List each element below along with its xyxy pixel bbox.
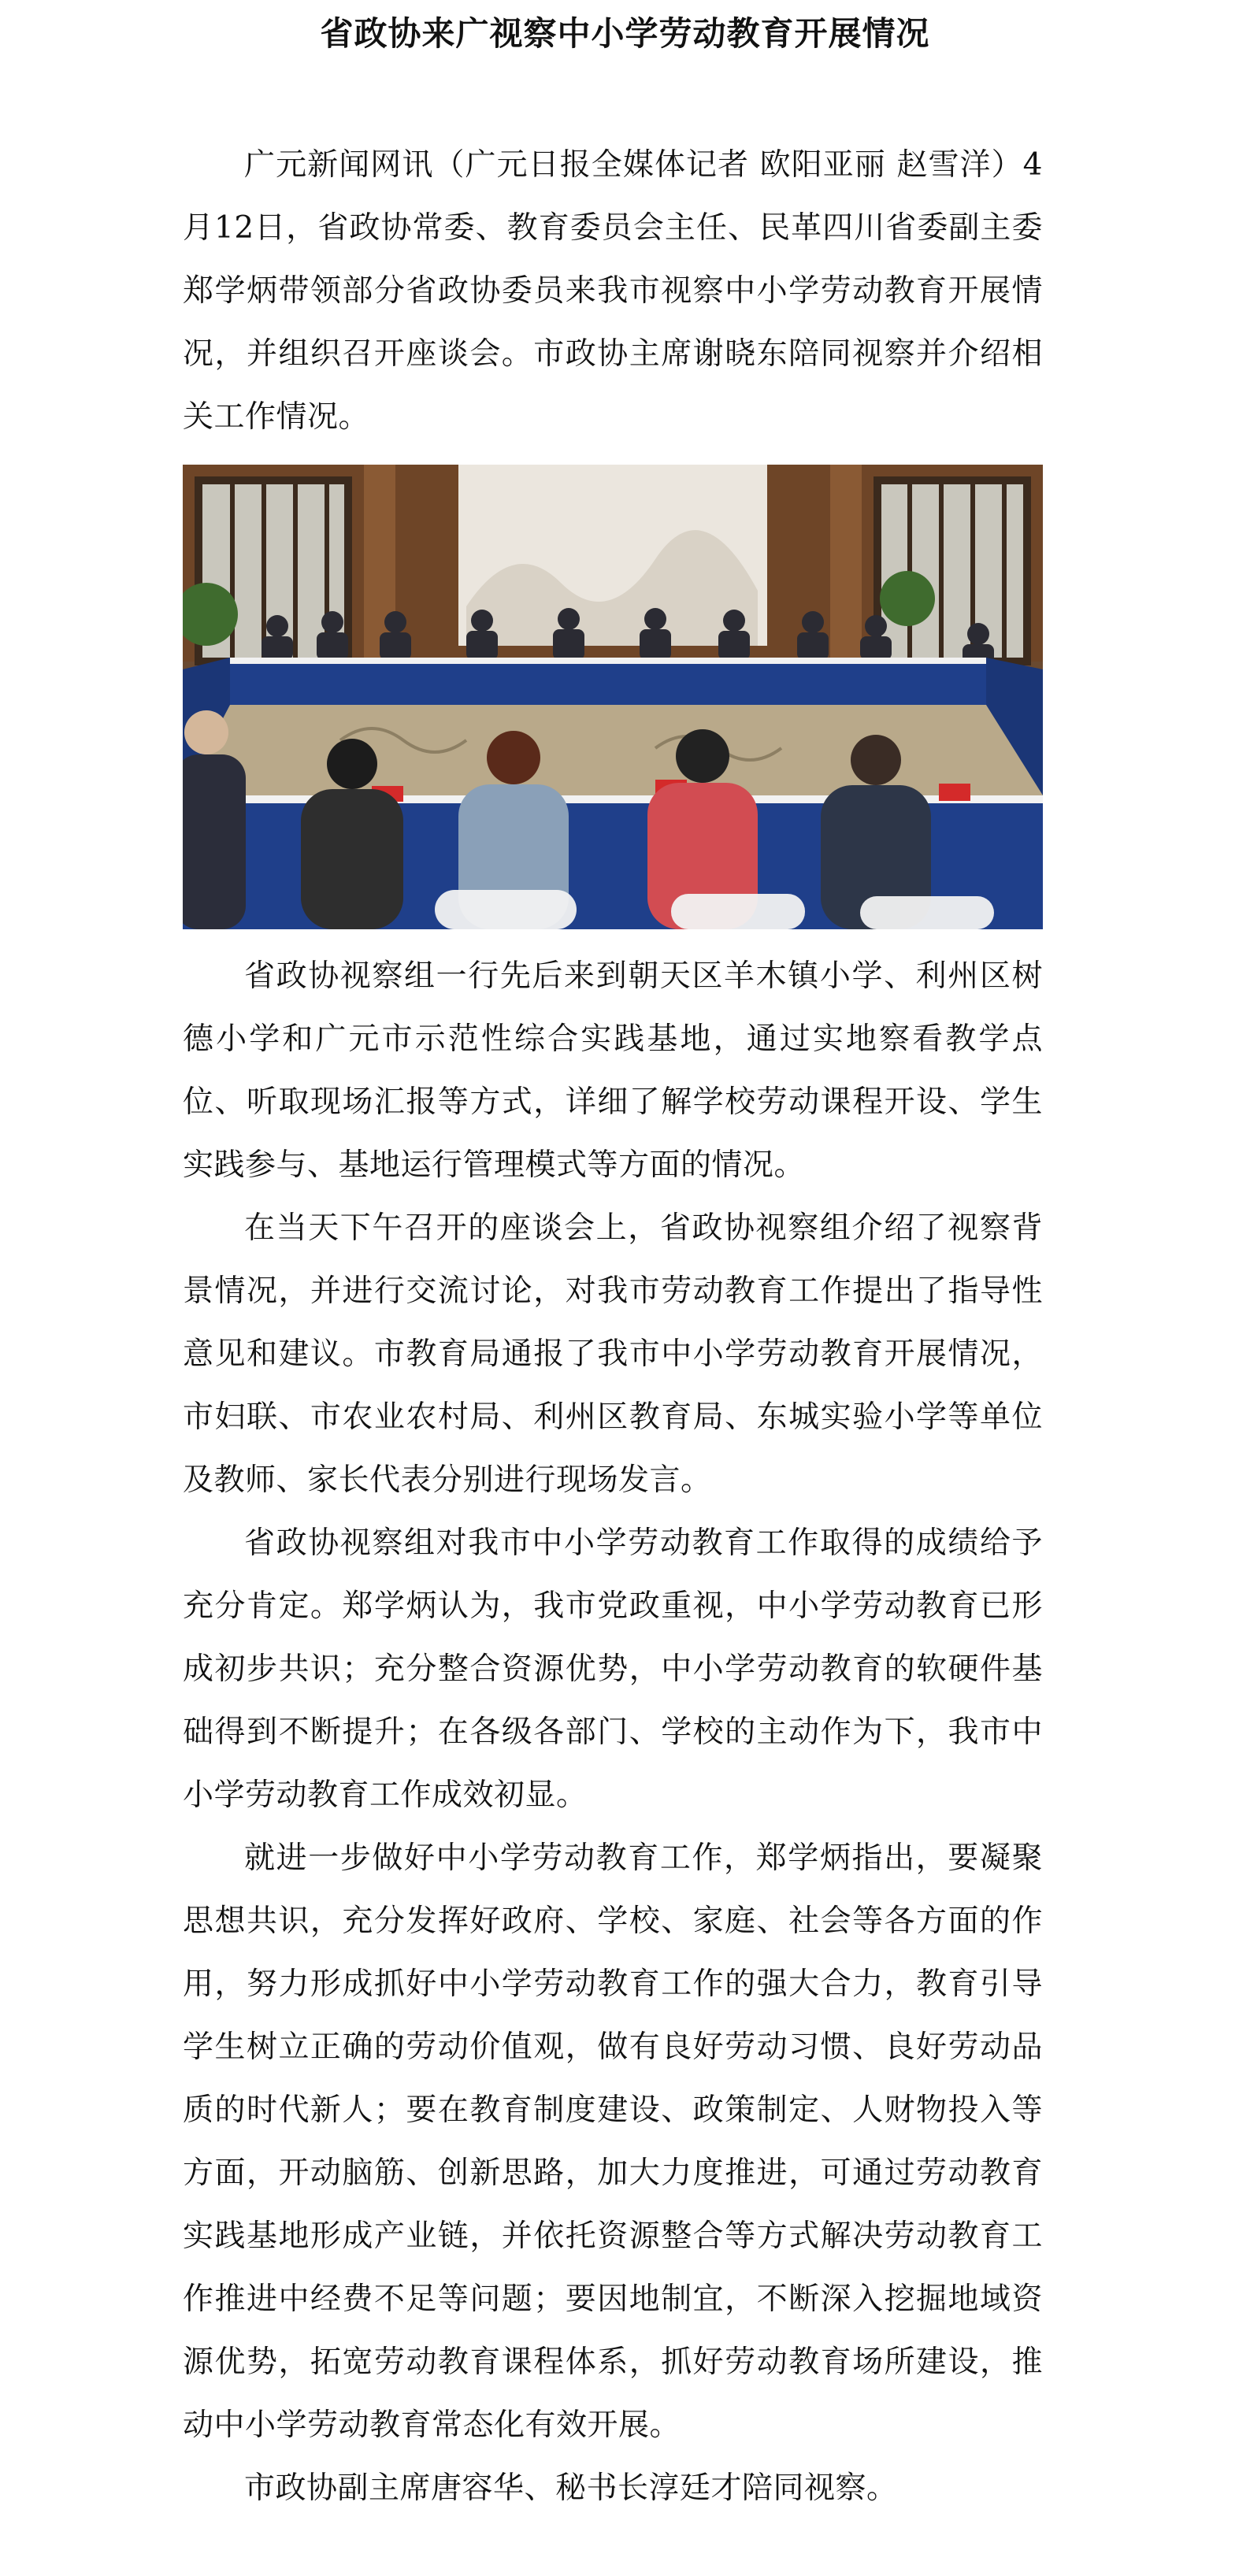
article-body <box>183 134 1043 2520</box>
paragraph-4: 省政协视察组对我市中小学劳动教育工作取得的成绩给予充分肯定。郑学炳认为，我市党政重视，中小学劳动教育已形成初步共识；充分整合资源优势，中小学劳动教育的软硬件基础得到不断提升；在各级各部门、学校的主动作为下，我市中小学劳动教育工作成效初显。 <box>183 1525 1043 1813</box>
paragraph-2: 省政协视察组一行先后来到朝天区羊木镇小学、利州区树德小学和广元市示范性综合实践基地，通过实地察看教学点位、听取现场汇报等方式，详细了解学校劳动课程开设、学生实践参与、基地运行管理模式等方面的情况。 <box>183 958 1043 1183</box>
paragraph-intro: 广元新闻网讯（广元日报全媒体记者 欧阳亚丽 赵雪洋）4月12日，省政协常委、教育委员会主任、民革四川省委副主委郑学炳带领部分省政协委员来我市视察中小学劳动教育开展情况，并组织召开座谈会。市政协主席谢晓东陪同视察并介绍相关工作情况。 <box>183 147 1043 435</box>
article-title: 省政协来广视察中小学劳动教育开展情况 <box>320 14 930 53</box>
paragraph-3: 在当天下午召开的座谈会上，省政协视察组介绍了视察背景情况，并进行交流讨论，对我市劳动教育工作提出了指导性意见和建议。市教育局通报了我市中小学劳动教育开展情况，市妇联、市农业农村局、利州区教育局、东城实验小学等单位及教师、家长代表分别进行现场发言。 <box>183 1210 1043 1498</box>
paragraph-6: 市政协副主席唐容华、秘书长淳廷才陪同视察。 <box>244 2470 898 2506</box>
meeting-photo <box>183 465 1043 929</box>
meeting-photo-illustration <box>183 465 1043 929</box>
paragraph-5: 就进一步做好中小学劳动教育工作，郑学炳指出，要凝聚思想共识，充分发挥好政府、学校、家庭、社会等各方面的作用，努力形成抓好中小学劳动教育工作的强大合力，教育引导学生树立正确的劳动价值观，做有良好劳动习惯、良好劳动品质的时代新人；要在教育制度建设、政策制定、人财物投入等方面，开动脑筋、创新思路，加大力度推进，可通过劳动教育实践基地形成产业链，并依托资源整合等方式解决劳动教育工作推进中经费不足等问题；要因地制宜，不断深入挖掘地域资源优势，拓宽劳动教育课程体系，抓好劳动教育场所建设，推动中小学劳动教育常态化有效开展。 <box>183 1840 1043 2443</box>
